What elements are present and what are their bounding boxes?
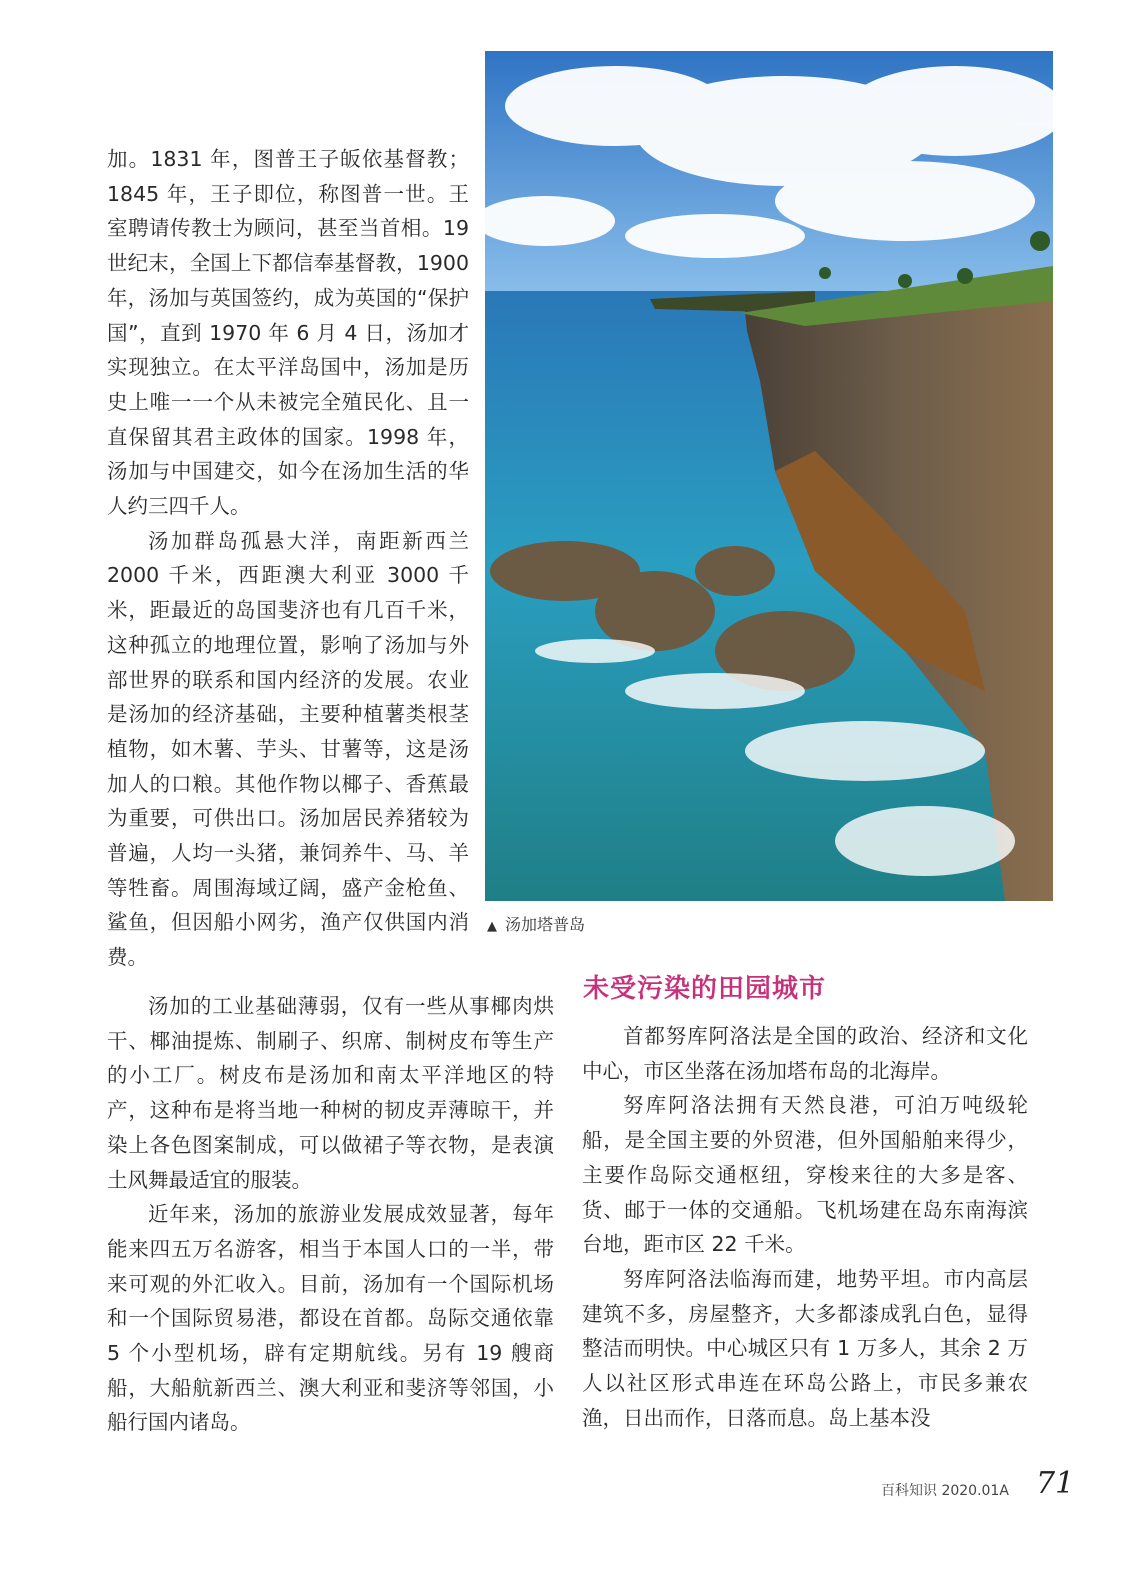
photo-caption <box>487 912 585 935</box>
journal-footer: 百科知识 2020.01A <box>881 1483 1009 1499</box>
paragraph: 首都努库阿洛法是全国的政治、经济和文化中心，市区坐落在汤加塔布岛的北海岸。 <box>582 1024 1028 1083</box>
coastal-cliff-photo <box>485 51 1053 901</box>
triangle-marker-icon: ▲ <box>487 919 497 934</box>
paragraph: 汤加的工业基础薄弱，仅有一些从事椰肉烘干、椰油提炼、制刷子、织席、制树皮布等生产的小工厂。树皮布是汤加和南太平洋地区的特产，这种布是将当地一种树的韧皮弄薄晾干，并染上各色图案制成，可以做裙子等衣物，是表演土风舞最适宜的服装。 <box>107 994 554 1192</box>
paragraph: 近年来，汤加的旅游业发展成效显著，每年能来四五万名游客，相当于本国人口的一半，带来可观的外汇收入。目前，汤加有一个国际机场和一个国际贸易港，都设在首都。岛际交通依靠 5 个小型机场，辟有定期航线。另有 19 艘商船，大船航新西兰、澳大利亚和斐济等邻国，小船行国内诸岛。 <box>107 1202 554 1435</box>
right-column <box>582 1019 1028 1435</box>
caption-text: 汤加塔普岛 <box>505 915 586 934</box>
page-number: 71 <box>1036 1466 1075 1501</box>
paragraph: 加。1831 年，图普王子皈依基督教；1845 年，王子即位，称图普一世。王室聘请传教士为顾问，甚至当首相。19 世纪末，全国上下都信奉基督教，1900 年，汤加与英国签约，成为英国的“保护国”，直到 1970 年 6 月 4 日，汤加才实现独立。在太平洋岛国中，汤加是历史上唯一一个从未被完全殖民化、且一直保留其君主政体的国家。1998 年，汤加与中国建交，如今在汤加生活的华人约三四千人。 <box>107 147 469 519</box>
left-column-bottom <box>107 989 554 1440</box>
paragraph: 努库阿洛法拥有天然良港，可泊万吨级轮船，是全国主要的外贸港，但外国船舶来得少，主要作岛际交通枢纽，穿梭来往的大多是客、货、邮于一体的交通船。飞机场建在岛东南海滨台地，距市区 22 千米。 <box>582 1093 1028 1257</box>
paragraph: 汤加群岛孤悬大洋，南距新西兰 2000 千米，西距澳大利亚 3000 千米，距最近的岛国斐济也有几百千米，这种孤立的地理位置，影响了汤加与外部世界的联系和国内经济的发展。农业是汤加的经济基础，主要种植薯类根茎植物，如木薯、芋头、甘薯等，这是汤加人的口粮。其他作物以椰子、香蕉最为重要，可供出口。汤加居民养猪较为普遍，人均一头猪，兼饲养牛、马、羊等牲畜。周围海域辽阔，盛产金枪鱼、鲨鱼，但因船小网劣，渔产仅供国内消费。 <box>107 528 469 970</box>
paragraph: 努库阿洛法临海而建，地势平坦。市内高层建筑不多，房屋整齐，大多都漆成乳白色，显得整洁而明快。中心城区只有 1 万多人，其余 2 万人以社区形式串连在环岛公路上，市民多兼农渔，日出而作，日落而息。岛上基本没 <box>582 1266 1028 1430</box>
left-column-top <box>107 142 469 975</box>
section-heading: 未受污染的田园城市 <box>583 974 827 1004</box>
